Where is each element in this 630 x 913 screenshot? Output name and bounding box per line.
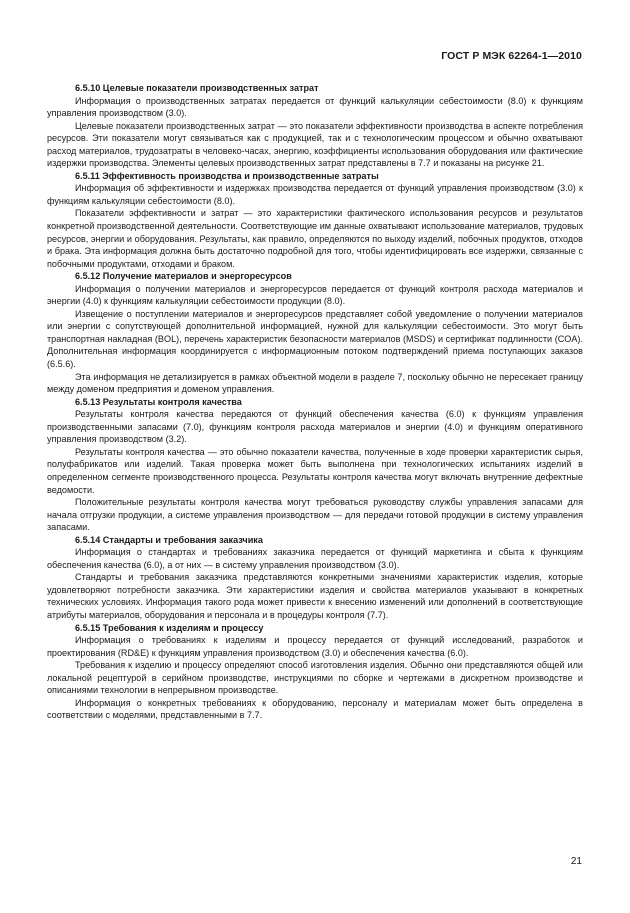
paragraph: Стандарты и требования заказчика представляются конкретными значениями характеристик изделия, которые удовлетворяют потребности заказчика. Эти характеристики изделия и свойства материалов указывают в конкретных технических условиях. Информация такого рода может привести к внесению изменений или дополнений в соответствующие атрибуты материалов, оборудования и персонала и в процедуры контроля (7.7). xyxy=(47,572,583,620)
paragraph: Целевые показатели производственных затрат — это показатели эффективности производства в аспекте потребления ресурсов. Эти показатели могут связываться как с продукцией, так и с технологическим процессом и обычно охватывают расход материалов, трудозатраты в человеко-часах, энергию, коэффициенты использования оборудования или фактические издержки производства. Элементы целевых производственных затрат представлены в 7.7 и показаны на рисунке 21. xyxy=(47,120,583,169)
paragraph: Информация о конкретных требованиях к оборудованию, персоналу и материалам может быть определена в соответствии с моделями, представленными в 7.7. xyxy=(47,697,583,721)
section-title: 6.5.14 Стандарты и требования заказчика xyxy=(75,534,263,545)
paragraph: Информация о производственных затратах передается от функций калькуляции себестоимости (8.0) к функциям управления производством (3.0). xyxy=(47,95,583,119)
page-number: 21 xyxy=(570,856,582,867)
paragraph: Информация о стандартах и требованиях заказчика передается от функций маркетинга и сбыта к функциям обеспечения качества (6.0), а от них — в систему управления производством (3.0). xyxy=(47,547,583,570)
document-body xyxy=(47,82,583,722)
paragraph: Требования к изделию и процессу определяют способ изготовления изделия. Обычно они представляются общей или локальной рецептурой в серийном производстве, инструкциями по сборке и чертежами в дискретном производстве и описаниями технологии в непрерывном производстве. xyxy=(47,660,583,696)
paragraph: Информация о требованиях к изделиям и процессу передается от функций исследований, разработок и проектирования (RD&E) к функциям управления производством (3.0) и обеспечения качества (6.0). xyxy=(47,635,583,658)
section-title: 6.5.11 Эффективность производства и производственные затраты xyxy=(75,170,379,181)
paragraph: Эта информация не детализируется в рамках объектной модели в разделе 7, поскольку обычно не пересекает границу между доменом предприятия и доменом управления. xyxy=(47,371,583,395)
paragraph: Результаты контроля качества передаются от функций обеспечения качества (6.0) к функциям управления производственными запасами (7.0), функциям контроля расхода материалов и энергии (4.0) и функциям оперативного управления производством (3.2). xyxy=(47,409,583,445)
section-title: 6.5.13 Результаты контроля качества xyxy=(75,396,242,407)
section-title: 6.5.15 Требования к изделиям и процессу xyxy=(75,622,264,633)
paragraph: Информация о получении материалов и энергоресурсов передается от функций контроля расхода материалов и энергии (4.0) к функциям калькуляции себестоимости продукции (8.0). xyxy=(47,283,583,307)
paragraph: Показатели эффективности и затрат — это характеристики фактического использования ресурсов и результатов конкретной производственной деятельности. Соответствующие им данные охватывают использование материалов, трудовых ресурсов, энергии и оборудования. Результаты, как правило, определяются по выходу изделий, побочных продуктов, отходов и брака. Эта информация должна быть достаточно подробной для того, чтобы идентифицировать все издержки, связанные с побочными продуктами, отходами и браком. xyxy=(47,208,583,269)
paragraph: Извещение о поступлении материалов и энергоресурсов представляет собой уведомление о получении материалов или энергии с сопутствующей дополнительной информацией, нужной для калькуляции себестоимости. Это могут быть транспортная накладная (BOL), перечень характеристик безопасности материалов (MSDS) и сертификат подлинности (COA). Дополнительная информация координируется с информационным потоком подтверждений приема поступающих заказов (6.5.6). xyxy=(47,308,583,370)
standard-header: ГОСТ Р МЭК 62264-1—2010 xyxy=(441,50,582,62)
paragraph: Информация об эффективности и издержках производства передается от функций управления производством (3.0) к функциям калькуляции себестоимости (8.0). xyxy=(47,183,583,206)
paragraph: Результаты контроля качества — это обычно показатели качества, полученные в ходе проверки характеристик сырья, полуфабрикатов или изделий. Такая проверка может быть выполнена при технологических испытаниях изделий в определенном сегменте производственного процесса. Результаты контроля качества могут включать внутренние дефектные ведомости. xyxy=(47,446,583,495)
section-title: 6.5.10 Целевые показатели производственных затрат xyxy=(75,83,319,93)
paragraph: Положительные результаты контроля качества могут требоваться руководству службы управления запасами для начала отгрузки продукции, а системе управления производством — для передачи готовой продукции в систему управления запасами. xyxy=(47,497,583,533)
section-title: 6.5.12 Получение материалов и энергоресурсов xyxy=(75,271,292,282)
